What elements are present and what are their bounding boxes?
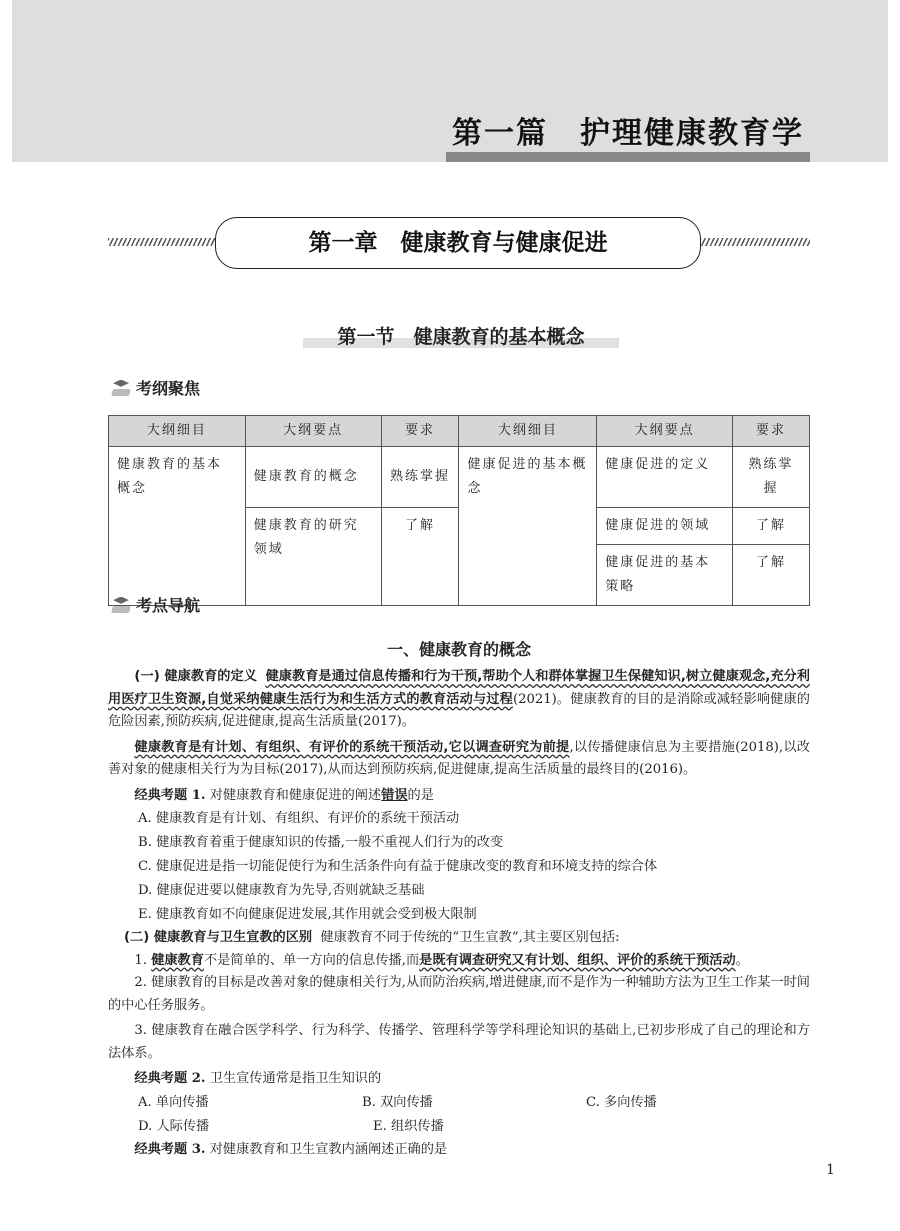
heading-concept: 一、健康教育的概念 <box>386 640 531 659</box>
paragraph-definition <box>108 666 810 734</box>
question-stem-end: 的是 <box>407 787 434 803</box>
table-cell: 熟练掌握 <box>733 447 810 508</box>
question-emphasis: 错误 <box>381 787 408 803</box>
paragraph-difference <box>108 927 810 950</box>
item-number: 1. <box>134 952 147 968</box>
table-cell: 了解 <box>733 545 810 606</box>
section-title-text: 第一节 健康教育的基本概念 <box>337 326 585 348</box>
question-stem: 对健康教育和健康促进的阐述 <box>209 787 382 803</box>
paragraph-text: (2021)。健康教育的目的是消除或减轻影响健康的危险因素,预防疾病,促进健康,提高生活质量(2017)。 <box>108 691 810 729</box>
list-item <box>108 950 810 973</box>
paragraph-text: 健康教育不同于传统的“卫生宣教”,其主要区别包括: <box>320 930 620 945</box>
chapter-title: 第一章 健康教育与健康促进 <box>215 217 701 269</box>
table-cell: 健康教育的概念 <box>245 447 381 508</box>
table-cell: 了解 <box>733 508 810 545</box>
question-option: E. 健康教育如不向健康促进发展,其作用就会受到极大限制 <box>138 907 477 922</box>
table-header: 要求 <box>381 416 459 447</box>
table-cell: 健康教育的基本概念 <box>109 447 246 606</box>
question-options-row <box>108 1115 810 1139</box>
table-cell: 熟练掌握 <box>381 447 459 508</box>
subheading: (一) 健康教育的定义 <box>134 669 258 684</box>
question-option: C. 健康促进是指一切能促使行为和生活条件向有益于健康改变的教育和环境支持的综合体 <box>138 859 658 874</box>
question-option: B. 双向传播 <box>362 1094 433 1110</box>
hatch-decoration-right <box>700 238 810 246</box>
question-label: 经典考题 3. <box>134 1141 206 1157</box>
key-point: 健康教育是通过信息传播和行为干预,帮助个人和群体掌握卫生保健知识,树立健康观念,充分利用医疗卫生资源,自觉采纳健康生活行为和生活方式的教育活动与过程 <box>108 669 810 707</box>
table-header: 大纲细目 <box>459 416 597 447</box>
graduation-cap-icon <box>110 379 132 397</box>
question-options-row <box>108 1091 810 1115</box>
section-title <box>303 322 619 349</box>
graduation-cap-icon <box>110 596 132 614</box>
question-option: C. 多向传播 <box>586 1094 657 1110</box>
page-number: 1 <box>826 1162 835 1178</box>
paragraph-text: 不是简单的、单一方向的信息传播,而 <box>203 952 420 968</box>
question-option: E. 组织传播 <box>373 1118 444 1134</box>
table-cell: 健康促进的基本策略 <box>597 545 733 606</box>
paragraph-text: 。 <box>735 952 749 968</box>
table-header: 大纲要点 <box>245 416 381 447</box>
part-title-bar <box>446 152 810 162</box>
subheading: (二) 健康教育与卫生宣教的区别 <box>124 930 313 945</box>
list-item: 2. 健康教育的目标是改善对象的健康相关行为,从而防治疾病,增进健康,而不是作为一种辅助方法为卫生工作某一时间的中心任务服务。 <box>108 975 810 1013</box>
table-cell: 了解 <box>381 508 459 606</box>
table-header: 大纲细目 <box>109 416 246 447</box>
table-row <box>109 447 810 508</box>
table-cell: 健康教育的研究领域 <box>245 508 381 606</box>
list-item: 3. 健康教育在融合医学科学、行为科学、传播学、管理科学等学科理论知识的基础上,已初步形成了自己的理论和方法体系。 <box>108 1023 810 1061</box>
key-point: 是既有调查研究又有计划、组织、评价的系统干预活动 <box>419 952 736 968</box>
nav-heading <box>110 593 200 616</box>
key-point: 健康教育 <box>151 952 204 968</box>
question-2 <box>108 1068 810 1091</box>
paragraph-nature <box>108 737 810 782</box>
table-cell: 健康促进的领域 <box>597 508 733 545</box>
outline-heading <box>110 376 200 399</box>
question-option: D. 人际传播 <box>138 1118 210 1134</box>
question-label: 经典考题 1. <box>134 787 206 803</box>
question-1 <box>108 785 810 808</box>
question-label: 经典考题 2. <box>134 1071 206 1086</box>
question-option: A. 健康教育是有计划、有组织、有评价的系统干预活动 <box>138 811 460 826</box>
nav-heading-text: 考点导航 <box>136 596 201 615</box>
table-cell: 健康促进的基本概念 <box>459 447 597 606</box>
part-title: 第一篇 护理健康教育学 <box>452 116 804 151</box>
question-option: D. 健康促进要以健康教育为先导,否则就缺乏基础 <box>138 883 425 898</box>
table-cell: 健康促进的定义 <box>597 447 733 508</box>
table-header: 要求 <box>733 416 810 447</box>
question-option: A. 单向传播 <box>138 1094 209 1110</box>
table-header: 大纲要点 <box>597 416 733 447</box>
paragraph-text: ,以传播健康信息为主要措施(2018),以改善对象的健康相关行为为目标(2017),从而达到预防疾病,促进健康,提高生活质量的最终目的(2016)。 <box>108 739 810 777</box>
question-3 <box>108 1139 810 1162</box>
outline-heading-text: 考纲聚焦 <box>136 379 201 398</box>
question-stem: 卫生宣传通常是指卫生知识的 <box>209 1071 382 1086</box>
hatch-decoration-left <box>108 238 215 246</box>
question-stem: 对健康教育和卫生宣教内涵阐述正确的是 <box>209 1141 448 1157</box>
question-option: B. 健康教育着重于健康知识的传播,一般不重视人们行为的改变 <box>138 835 504 850</box>
table-header-row <box>109 416 810 447</box>
body-text <box>108 666 810 1161</box>
key-point: 健康教育是有计划、有组织、有评价的系统干预活动,它以调查研究为前提 <box>134 739 570 755</box>
outline-table <box>108 415 810 606</box>
